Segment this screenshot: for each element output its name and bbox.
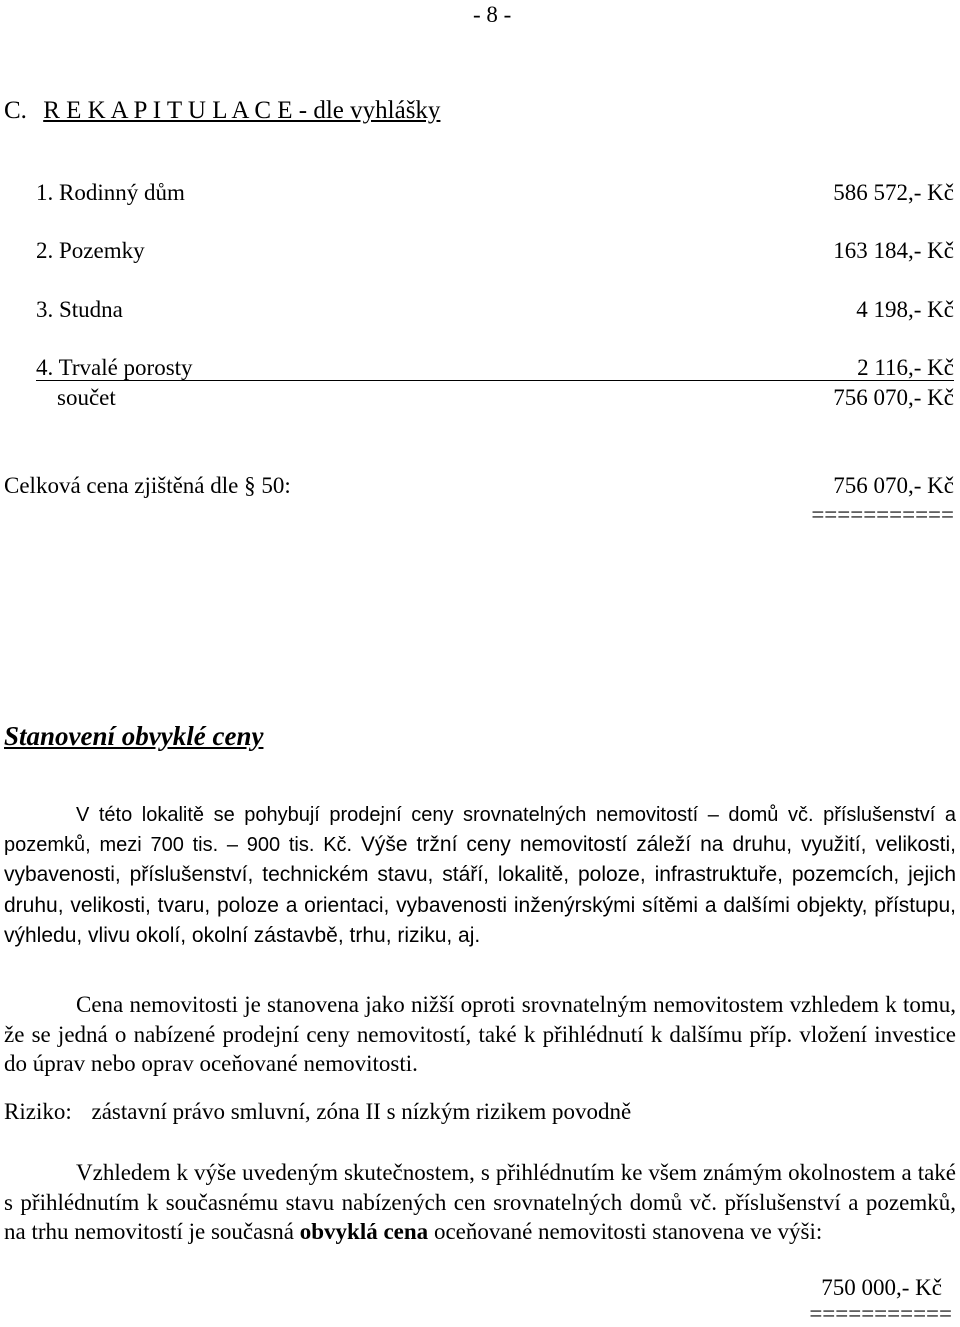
risk-text: zástavní právo smluvní, zóna II s nízkým rizikem povodně: [91, 1099, 632, 1124]
risk-row: [4, 1099, 631, 1125]
recap-item-label: 2. Pozemky: [36, 238, 145, 263]
final-equals: ===========: [809, 1301, 952, 1326]
page-number: - 8 -: [473, 2, 512, 27]
conclusion-text: Vzhledem k výše uvedeným skutečnostem, s přihlédnutím ke všem známým okolnostem a také s přihlédnutím k současnému stavu nabízených cen srovnatelných domů vč. příslušenství a pozemků, na trhu nemovitostí je současná: [4, 1160, 956, 1244]
price-text: Cena nemovitosti je stanovena jako nižší oproti srovnatelným nemovitostem vzhledem k tomu, že se jedná o nabízené prodejní ceny nemovitostí, také k přihlédnutí k dalšímu příp. vložení investice do úprav nebo oprav oceňované nemovitosti.: [4, 992, 956, 1076]
market-paragraph: [4, 801, 956, 951]
total-value: 756 070,- Kč: [833, 473, 954, 498]
sum-rule: [36, 380, 954, 381]
conclusion-bold: obvyklá cena: [299, 1219, 429, 1244]
conclusion-end: oceňované nemovitosti stanovena ve výši:: [428, 1219, 823, 1244]
section-title: Stanovení obvyklé ceny: [4, 721, 264, 751]
price-paragraph: [4, 990, 956, 1079]
recap-item-label: 1. Rodinný dům: [36, 180, 185, 205]
recap-item-label: 4. Trvalé porosty: [36, 355, 193, 380]
sum-label: součet: [57, 385, 116, 410]
recap-title: R E K A P I T U L A C E - dle vyhlášky: [43, 97, 441, 124]
recap-item-value: 2 116,- Kč: [857, 355, 954, 380]
sum-value: 756 070,- Kč: [833, 385, 954, 410]
total-label: Celková cena zjištěná dle § 50:: [4, 473, 291, 498]
final-value: 750 000,- Kč: [821, 1275, 942, 1300]
market-factors: Výše tržní ceny nemovitostí záleží na druhu, využití, velikosti, vybavenosti, příslušenství, technickém stavu, stáří, lokalitě, poloze, infrastruktuře, pozemcích, jejich druhu, velikosti, tvaru, poloze a orientaci, vybavenosti inženýrskými sítěmi a dalšími objekty, přístupu, výhledu, vlivu okolí, okolní zástavbě, trhu, riziku, aj.: [4, 833, 956, 947]
recap-item-value: 586 572,- Kč: [833, 180, 954, 205]
recap-letter: C.: [4, 97, 27, 124]
total-equals: ===========: [811, 502, 954, 527]
recap-item-label: 3. Studna: [36, 297, 123, 322]
recap-heading: [4, 97, 440, 125]
conclusion-paragraph: [4, 1158, 956, 1247]
recap-item-value: 4 198,- Kč: [856, 297, 954, 322]
market-intro: V této lokalitě se pohybují prodejní ceny srovnatelných nemovitostí – domů vč. příslušenství a pozemků, mezi 700 tis. – 900 tis. Kč.: [4, 804, 956, 857]
risk-label: Riziko:: [4, 1099, 72, 1124]
recap-item-value: 163 184,- Kč: [833, 238, 954, 263]
